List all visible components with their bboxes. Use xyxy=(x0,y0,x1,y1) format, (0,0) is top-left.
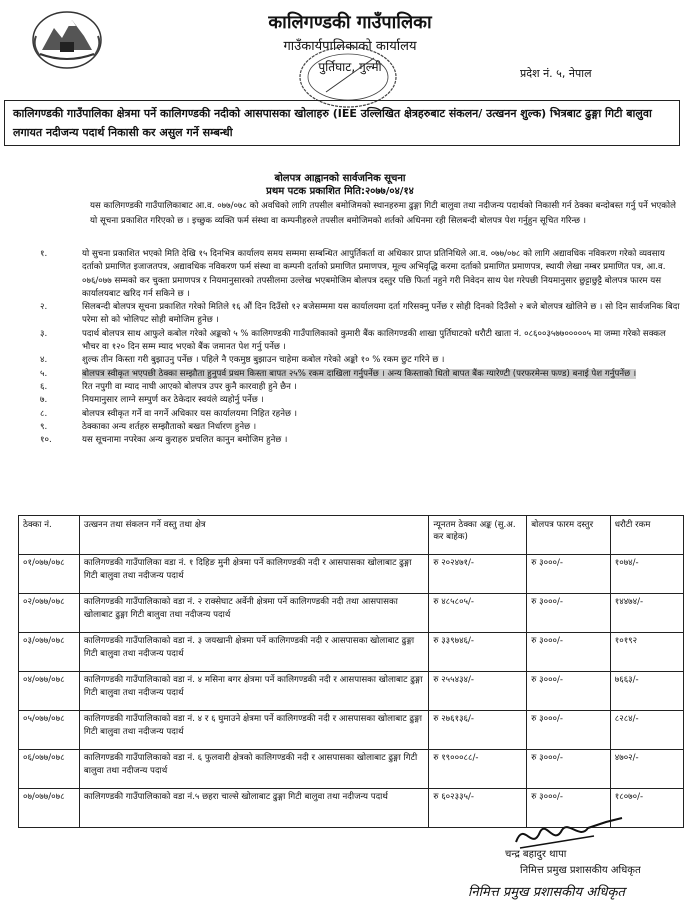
condition-text: बोलपत्र स्वीकृत गर्ने वा नगर्ने अधिकार यस कार्यालयमा निहित रहनेछ । xyxy=(82,408,297,419)
table-row xyxy=(19,711,684,750)
condition-text: शुल्क तीन किस्ता गरी बुझाउनु पर्नेछ । पहिले नै एकमुष्ठ बुझाउन चाहेमा कबोल गरेको अङ्को १० % रकम छुट गरिने छ । xyxy=(82,355,445,366)
condition-text: नियमानुसार लाग्ने सम्पुर्ण कर ठेकेदार स्वयंले व्यहोर्नु पर्नेछ । xyxy=(82,395,264,406)
contract-no-cell: ०५/०७७/०७८ xyxy=(19,711,80,750)
condition-number: ८. xyxy=(40,408,48,419)
form-fee-cell: रु ३०००/- xyxy=(527,750,611,789)
col-contract-no: ठेक्का नं. xyxy=(19,516,80,555)
condition-number: १०. xyxy=(40,435,52,446)
condition-text: ठेक्काका अन्य शर्तहरु सम्झौताको बखत निर्धारण हुनेछ । xyxy=(82,421,257,432)
condition-item xyxy=(40,328,680,355)
table-row xyxy=(19,633,684,672)
form-fee-cell: रु ३०००/- xyxy=(527,633,611,672)
condition-number: ९. xyxy=(40,421,48,432)
office-name: गाउँकार्यपालिकाको कार्यालय xyxy=(283,39,417,54)
conditions-list xyxy=(40,248,680,447)
condition-text: सिलबन्दी बोलपत्र सूचना प्रकाशित गरेको मितिले १६ औं दिन दिउँसो १२ बजेसम्ममा यस कार्यालयमा दर्ता गरिसक्नु पर्नेछ र सोही दिनको दिउँसो २ बजे बोलपत्र खोलिने छ । सो दिन सार्वजनिक बिदा परेमा सो को भोलिपट सोही बमोजिम हुनेछ । xyxy=(82,302,680,326)
form-fee-cell: रु ३०००/- xyxy=(527,672,611,711)
signatory-role: निमित्त प्रमुख प्रशासकीय अधिकृत xyxy=(520,865,641,876)
table-row xyxy=(19,555,684,594)
contract-no-cell: ०७/०७७/०७८ xyxy=(19,789,80,828)
deposit-cell: ४७०२/- xyxy=(610,750,683,789)
table-row xyxy=(19,672,684,711)
municipality-title: कालिगण्डकी गाउँपालिका xyxy=(268,12,432,33)
contract-no-cell: ०२/०७७/०७८ xyxy=(19,594,80,633)
condition-item xyxy=(40,408,680,421)
subject-box: कालिगण्डकी गाउँपालिका क्षेत्रमा पर्ने कालिगण्डकी नदीको आसपासका खोलाहरु (IEE उल्लिखित क्षेत्रहरुबाट संकलन/ उत्खनन शुल्क) भित्रबाट ढुङ्गा गिटी बालुवा लगायत नदीजन्य पदार्थ निकासी कर असुल गर्ने सम्बन्धी xyxy=(4,100,680,146)
min-amount-cell: रु २०२४७१/- xyxy=(429,555,527,594)
description-cell: कालिगण्डकी गाउँपालिकाको वडा नं. ४ मसिना बगर क्षेत्रमा पर्ने कालिगण्डकी नदी र आसपासका खोलाबाट ढुङ्गा गिटी बालुवा तथा नदीजन्य पदार्थ xyxy=(79,672,429,711)
table-header-row xyxy=(19,516,684,555)
description-cell: कालिगण्डकी गाउँपालिकाको वडा नं. ६ फुलवारी क्षेत्रको कालिगण्डकी नदी र आसपासका खोलाबाट ढुङ्गा गिटी बालुवा तथा नदीजन्य पदार्थ xyxy=(79,750,429,789)
col-deposit: धरौटी रकम xyxy=(610,516,683,555)
condition-text: पदार्थ बोलपत्र साथ आफुले कबोल गरेको अङ्कको ५ % कालिगण्डकी गाउँपालिकाको कुमारी बैंक कालिगण्डकी शाखा पुर्तिघाटको धरौटी खाता नं. ०८६००३५७७०००००५ मा जम्मा गरेको सक्कल भौचर वा १२० दिन सम्म म्याद भएको बैंक जमानत पेश गर्नु पर्नेछ । xyxy=(82,328,666,353)
condition-number: ७. xyxy=(40,395,48,406)
min-amount-cell: रु २७६१३६/- xyxy=(429,711,527,750)
description-cell: कालिगण्डकी गाउँपालिकाको वडा नं. ३ जयखानी क्षेत्रमा पर्ने कालिगण्डकी नदी र आसपासका खोलाबाट ढुङ्गा गिटी बालुवा तथा नदीजन्य पदार्थ xyxy=(79,633,429,672)
min-amount-cell: रु ३३९७४६/- xyxy=(429,633,527,672)
form-fee-cell: रु ३०००/- xyxy=(527,555,611,594)
col-description: उत्खनन तथा संकलन गर्ने वस्तु तथा क्षेत्र xyxy=(79,516,429,555)
condition-item xyxy=(40,381,680,394)
contract-no-cell: ०३/०७७/०७८ xyxy=(19,633,80,672)
condition-number: ३. xyxy=(40,328,48,339)
description-cell: कालिगण्डकी गाउँपालिका वडा नं. १ दिहिङ मुनी क्षेत्रमा पर्ने कालिगण्डकी नदी र आसपासका खोलाबाट ढुङ्गा गिटी बालुवा तथा नदीजन्य पदार्थ xyxy=(79,555,429,594)
condition-text xyxy=(82,368,680,381)
highlighted-condition-text: बोलपत्र स्वीकृत भएपछी ठेक्का सम्झौता हुनुपर्व प्रथम किस्ता बापत २५% रकम दाखिला गर्नुपर्नेछ । अन्य किस्ताको धितो बापत बैंक ग्यारेण्टी (परफरमेन्स फण्ड) बनाई पेश गर्नुपर्नेछ । xyxy=(82,368,637,379)
description-cell: कालिगण्डकी गाउँपालिकाको वडा नं. ४ र ६ घुमाउने क्षेत्रमा पर्ने कालिगण्डकी नदी र आसपासका खोलाबाट ढुङ्गा गिटी बालुवा तथा नदीजन्य पदार्थ xyxy=(79,711,429,750)
office-address: पुर्तिघाट, गुल्मी xyxy=(318,60,382,74)
col-min-amount: न्यूनतम ठेक्का अङ्क (सु.अ. कर बाहेक) xyxy=(429,516,527,555)
condition-text: रित नपुगी वा म्याद नाघी आएको बोलपत्र उपर कुनै कारवाही हुने छैन । xyxy=(82,381,297,392)
deposit-cell: १०७४/- xyxy=(610,555,683,594)
condition-item xyxy=(40,354,680,367)
province-label: प्रदेश नं. ५, नेपाल xyxy=(520,67,592,80)
condition-item xyxy=(40,394,680,407)
form-fee-cell: रु ३०००/- xyxy=(527,711,611,750)
signatory-name: चन्द्र बहादुर थापा xyxy=(505,849,567,860)
notice-title: बोलपत्र आह्वानको सार्वजनिक सूचना xyxy=(274,173,406,184)
description-cell: कालिगण्डकी गाउँपालिकाको वडा नं. २ राक्सेघाट अर्वेनी क्षेत्रमा पर्ने कालिगण्डकी नदी तथा आसपासका खोलाबाट ढुङ्गा गिटी बालुवा तथा नदीजन्य पदार्थ xyxy=(79,594,429,633)
condition-number: २. xyxy=(40,302,48,313)
form-fee-cell: रु ३०००/- xyxy=(527,789,611,828)
min-amount-cell: रु २५५४३४/- xyxy=(429,672,527,711)
condition-item xyxy=(40,248,680,301)
condition-number: ६. xyxy=(40,381,48,392)
contract-table xyxy=(18,515,684,828)
col-form-fee: बोलपत्र फारम दस्तुर xyxy=(527,516,611,555)
condition-number: ४. xyxy=(40,355,48,366)
contract-no-cell: ०४/०७७/०७८ xyxy=(19,672,80,711)
notice-date: प्रथम पटक प्रकाशित मिति:२०७७/०४/१४ xyxy=(266,186,414,197)
min-amount-cell: रु ६०२३३५/- xyxy=(429,789,527,828)
handwritten-role-stamp: निमित्त प्रमुख प्रशासकीय अधिकृत xyxy=(468,885,625,900)
description-cell: कालिगण्डकी गाउँपालिकाको वडा नं.५ छहरा चाल्से खोलाबाट ढुङ्गा गिटी बालुवा तथा नदीजन्य पदार्थ xyxy=(79,789,429,828)
condition-item xyxy=(40,301,680,328)
form-fee-cell: रु ३०००/- xyxy=(527,594,611,633)
contract-no-cell: ०१/०७७/०७८ xyxy=(19,555,80,594)
deposit-cell: १०१९२ xyxy=(610,633,683,672)
deposit-cell: ७६६३/- xyxy=(610,672,683,711)
deposit-cell: १८०७०/- xyxy=(610,789,683,828)
condition-item xyxy=(40,421,680,434)
condition-text: यस सूचनामा नपरेका अन्य कुराहरु प्रचलित कानुन बमोजिम हुनेछ । xyxy=(82,435,288,446)
deposit-cell: ८२८४/- xyxy=(610,711,683,750)
intro-paragraph: यस कालिगण्डकी गाउँपालिकाबाट आ.व. ०७७/०७८ को अवधिको लागि तपसील बमोजिमको स्थानहरुमा ढुङ्गा गिटी बालुवा तथा नदीजन्य पदार्थको निकासी गर्न ठेक्का बन्दोबस्त गर्नु पर्ने भएकोले यो सूचना प्रकाशित गरिएको छ । इच्छुक व्यक्ति फर्म संस्था वा कम्पनीहरुले तपसील बमोजिमको शर्तको अधिनमा रही सिलबन्दी बोलपत्र पेश गर्नुहुन सूचित गरिन्छ । xyxy=(90,201,676,226)
condition-item xyxy=(40,434,680,447)
table-row xyxy=(19,750,684,789)
min-amount-cell: रु १९०००८८/- xyxy=(429,750,527,789)
condition-number: ५. xyxy=(40,368,48,379)
min-amount-cell: रु ४८५८०५/- xyxy=(429,594,527,633)
deposit-cell: १४४७४/- xyxy=(610,594,683,633)
condition-number: १. xyxy=(40,249,48,259)
contract-no-cell: ०६/०७७/०७८ xyxy=(19,750,80,789)
table-row xyxy=(19,594,684,633)
condition-text: यो सुचना प्रकाशित भएको मिति देखि १५ दिनभित्र कार्यालय समय सम्ममा सम्बन्धित आपुर्तिकर्ता वा अधिकार प्राप्त प्रतिनिधिले आ.व. ०७७/०७८ को लागि अद्यावधिक नविकरण गरेको व्यवसाय दर्ताको प्रमाणित इजाजतपत्र, अद्यावधिक नविकरण फर्म संस्था वा कम्पनी दर्ताको प्रमाणित प्रमाणपत्र, मूल्य अभिवृद्धि करमा दर्ताको प्रमाणित प्रमाणपत्र, स्थायी लेखा नम्बर प्रमाणित पत्र, आ.व. ०७६/०७७ सम्मको कर चुक्ता प्रमाणपत्र र नियमानुसारको तपसीलमा उल्लेख भएबमोजिम बोलपत्र दस्तुर पछि फिर्ता नहुने गरी निवेदन साथ पेश गरेपछी नियमानुसार छुट्टाछुट्टै बोलपत्र फारम यस कार्यालयबाट खरिद गर्न सकिने छ । xyxy=(82,249,666,299)
nepal-emblem-icon xyxy=(30,6,104,70)
condition-item xyxy=(40,368,680,381)
